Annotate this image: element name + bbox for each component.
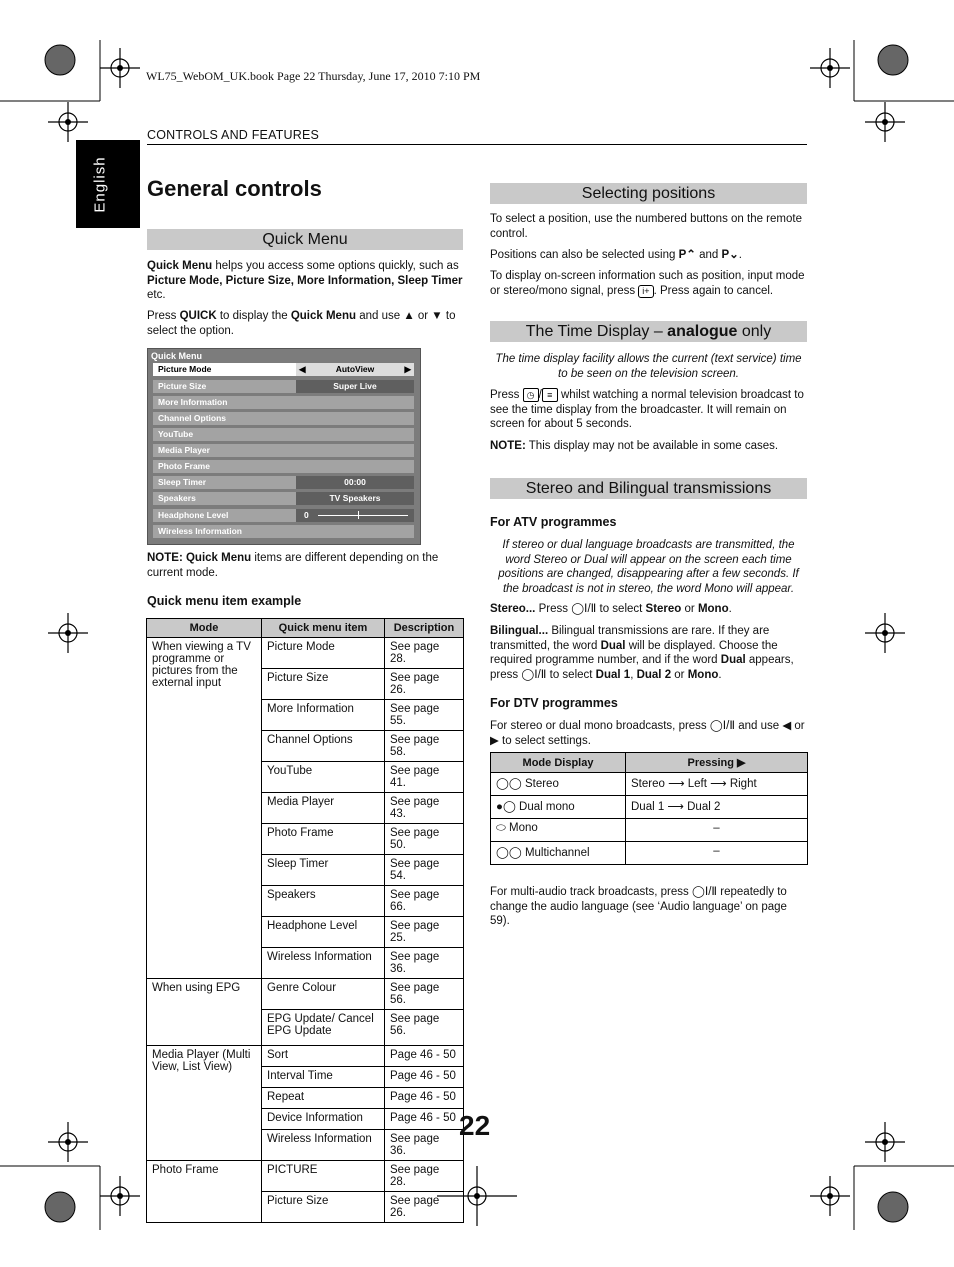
col-mode-display: Mode Display [491, 753, 626, 773]
qm-row-picture-mode: Picture Mode ◀ AutoView ▶ [153, 363, 414, 376]
audio-button-icon: ◯Ⅰ/Ⅱ [709, 720, 736, 732]
right-arrow-icon: ▶ [404, 364, 411, 374]
item-cell: YouTube [262, 762, 385, 793]
description-cell: See page 28. [385, 638, 464, 669]
mode-row-stereo: ◯◯ Stereo [491, 773, 626, 796]
stereo-heading: Stereo and Bilingual transmissions [490, 478, 807, 499]
text-cancel-button-icon: ≡ [542, 388, 558, 402]
mode-display-table: Mode Display Pressing ▶ ◯◯ Stereo Stereo ⟶ Left ⟶ Right ●◯ Dual mono Dual 1 ⟶ Dual 2 ⬭ Mono – ◯◯ Multichannel – [490, 752, 808, 865]
item-cell: Sleep Timer [262, 855, 385, 886]
description-cell: See page 56. [385, 979, 464, 1010]
item-cell: Wireless Information [262, 1130, 385, 1161]
col-pressing: Pressing ▶ [626, 753, 808, 773]
item-cell: Picture Size [262, 669, 385, 700]
selecting-p2: Positions can also be selected using P⌃ and P⌄. [490, 249, 742, 261]
audio-button-icon: ◯Ⅰ/Ⅱ [571, 603, 597, 615]
description-cell: See page 56. [385, 1010, 464, 1046]
qm-row-channel-options: Channel Options [153, 412, 414, 425]
time-display-heading: The Time Display – analogue only [490, 321, 807, 342]
description-cell: See page 58. [385, 731, 464, 762]
quick-menu-screen-header: Quick Menu [151, 351, 203, 361]
page-title: General controls [147, 176, 322, 201]
qm-row-more-information: More Information [153, 396, 414, 409]
description-cell: Page 46 - 50 [385, 1046, 464, 1067]
col-mode: Mode [147, 619, 262, 638]
headphone-slider-track [318, 515, 408, 516]
language-label: English [91, 156, 109, 213]
qm-row-speakers: Speakers TV Speakers [153, 492, 414, 505]
description-cell: Page 46 - 50 [385, 1109, 464, 1130]
dtv-heading: For DTV programmes [490, 696, 618, 710]
item-cell: Interval Time [262, 1067, 385, 1088]
qm-row-sleep-timer: Sleep Timer 00:00 [153, 476, 414, 489]
quick-menu-example-heading: Quick menu item example [147, 594, 302, 608]
headphone-slider-thumb [358, 511, 359, 519]
item-cell: PICTURE [262, 1161, 385, 1192]
quick-menu-instructions: Press QUICK to display the Quick Menu and use ▲ or ▼ to select the option. [147, 310, 456, 337]
item-cell: Device Information [262, 1109, 385, 1130]
description-cell: Page 46 - 50 [385, 1088, 464, 1109]
mono-icon: ⬭ [496, 822, 506, 834]
qm-row-youtube: YouTube [153, 428, 414, 441]
mode-cell: When viewing a TV programme or pictures from the external input [147, 638, 262, 979]
quick-menu-note: NOTE: Quick Menu items are different depending on the current mode. [147, 552, 439, 579]
mode-row-mono: ⬭ Mono [491, 819, 626, 842]
audio-button-icon: ◯Ⅰ/Ⅱ [691, 886, 718, 898]
qm-row-media-player: Media Player [153, 444, 414, 457]
table-row [147, 979, 464, 1010]
qm-row-wireless-information: Wireless Information [153, 525, 414, 538]
description-cell: See page 50. [385, 824, 464, 855]
qm-row-headphone-level: Headphone Level 0 [153, 509, 414, 522]
table-row [147, 1161, 464, 1192]
qm-row-photo-frame: Photo Frame [153, 460, 414, 473]
selecting-p1: To select a position, use the numbered buttons on the remote control. [490, 213, 802, 240]
item-cell: Media Player [262, 793, 385, 824]
item-cell: Picture Size [262, 1192, 385, 1223]
item-cell: Photo Frame [262, 824, 385, 855]
description-cell: Page 46 - 50 [385, 1067, 464, 1088]
language-tab [76, 140, 140, 228]
col-description: Description [385, 619, 464, 638]
description-cell: See page 26. [385, 669, 464, 700]
item-cell: More Information [262, 700, 385, 731]
item-cell: Channel Options [262, 731, 385, 762]
description-cell: See page 26. [385, 1192, 464, 1223]
header-rule [147, 144, 807, 145]
quick-menu-intro: Quick Menu helps you access some options quickly, such as Picture Mode, Picture Size, More Information, Sleep Timer etc. [147, 260, 463, 301]
qm-row-picture-size: Picture Size Super Live [153, 380, 414, 393]
clock-button-icon: ◷ [523, 388, 539, 402]
stereo-icon: ◯◯ [496, 778, 522, 790]
dual-mono-icon: ●◯ [496, 801, 516, 813]
multichannel-icon: ◯◯ [496, 847, 522, 859]
audio-button-icon: ◯Ⅰ/Ⅱ [521, 668, 547, 681]
atv-italic: If stereo or dual language broadcasts are transmitted, the word Stereo or Dual will appear on the screen each time positions are changed, disappearing after a few seconds. If the broadcast is not in stereo, the word Mono will appear. [498, 539, 799, 595]
selecting-p3: To display on-screen information such as position, input mode or stereo/mono signal, press i+ . Press again to cancel. [490, 270, 805, 297]
print-info-line: WL75_WebOM_UK.book Page 22 Thursday, June 17, 2010 7:10 PM [146, 69, 481, 83]
mode-cell: Media Player (Multi View, List View) [147, 1046, 262, 1161]
item-cell: Genre Colour [262, 979, 385, 1010]
table-row [147, 1046, 464, 1067]
description-cell: See page 36. [385, 1130, 464, 1161]
multi-audio-instruction: For multi-audio track broadcasts, press ◯Ⅰ/Ⅱ repeatedly to change the audio language (see ‘Audio language’ on page 59). [490, 886, 787, 927]
info-button-icon: i+ [638, 285, 653, 298]
section-label: CONTROLS AND FEATURES [147, 128, 320, 142]
description-cell: See page 55. [385, 700, 464, 731]
mode-row-multichannel: ◯◯ Multichannel [491, 842, 626, 865]
page-number: 22 [459, 1110, 491, 1141]
quick-menu-example-table [146, 618, 464, 1223]
stereo-instruction: Stereo... Press ◯Ⅰ/Ⅱ to select Stereo or Mono. [490, 603, 732, 615]
mode-row-dual-mono: ●◯ Dual mono [491, 796, 626, 819]
dtv-instruction: For stereo or dual mono broadcasts, press ◯Ⅰ/Ⅱ and use ◀ or ▶ to select settings. [490, 720, 805, 747]
description-cell: See page 54. [385, 855, 464, 886]
item-cell: Picture Mode [262, 638, 385, 669]
table-row [147, 638, 464, 669]
description-cell: See page 25. [385, 917, 464, 948]
item-cell: Repeat [262, 1088, 385, 1109]
item-cell: Wireless Information [262, 948, 385, 979]
description-cell: See page 66. [385, 886, 464, 917]
item-cell: Speakers [262, 886, 385, 917]
col-quick-menu-item: Quick menu item [262, 619, 385, 638]
bilingual-instruction: Bilingual... Bilingual transmissions are rare. If they are transmitted, the word Dual will be displayed. Choose the required programme number, and if the word Dual appears, press ◯Ⅰ/Ⅱ to select Dual 1, Dual 2 or Mono. [490, 625, 794, 681]
selecting-positions-heading: Selecting positions [490, 183, 807, 204]
item-cell: Sort [262, 1046, 385, 1067]
mode-cell: Photo Frame [147, 1161, 262, 1223]
description-cell: See page 41. [385, 762, 464, 793]
mode-cell: When using EPG [147, 979, 262, 1046]
quick-menu-screenshot [147, 348, 421, 545]
description-cell: See page 43. [385, 793, 464, 824]
time-display-italic: The time display facility allows the current (text service) time to be seen on the television screen. [495, 353, 802, 380]
time-display-note: NOTE: This display may not be available in some cases. [490, 440, 779, 452]
description-cell: See page 28. [385, 1161, 464, 1192]
description-cell: See page 36. [385, 948, 464, 979]
left-arrow-icon: ◀ [299, 364, 306, 374]
item-cell: EPG Update/ Cancel EPG Update [262, 1010, 385, 1046]
time-display-p1: Press ◷ / ≡ whilst watching a normal television broadcast to see the time display from the broadcaster. It will remain on screen for about 5 seconds. [490, 389, 804, 430]
quick-menu-heading: Quick Menu [147, 229, 463, 250]
atv-heading: For ATV programmes [490, 515, 617, 529]
item-cell: Headphone Level [262, 917, 385, 948]
